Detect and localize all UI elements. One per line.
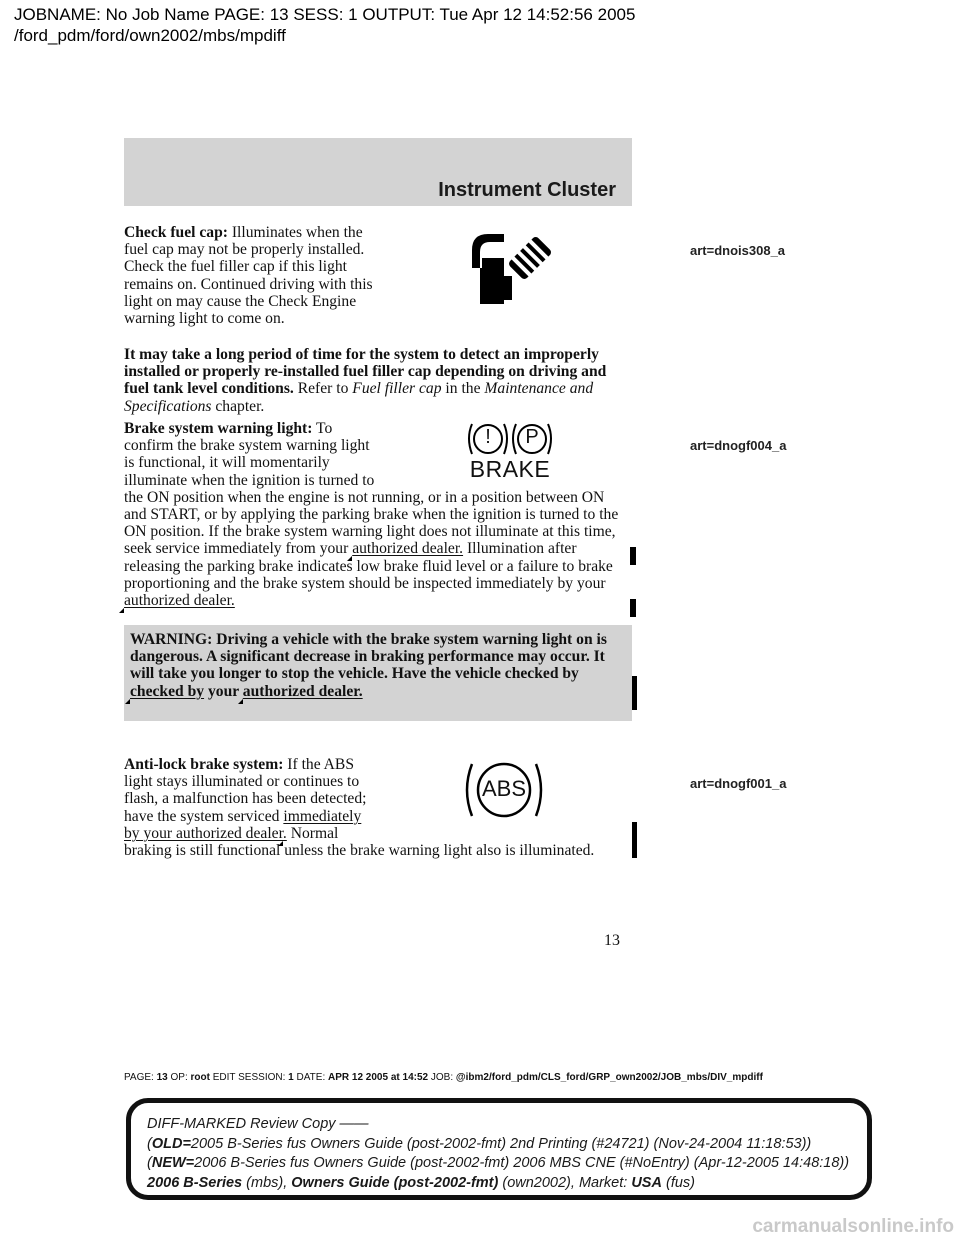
watermark: carmanualsonline.info bbox=[752, 1216, 954, 1237]
job-header-line1: JOBNAME: No Job Name PAGE: 13 SESS: 1 OUTPUT: Tue Apr 12 14:52:56 2005 bbox=[14, 5, 636, 24]
footer-date-value: APR 12 2005 at 14:52 bbox=[328, 1072, 429, 1083]
diff-market-line bbox=[147, 1174, 849, 1194]
diff-new-text: 2006 B-Series fus Owners Guide (post-2002-fmt) 2006 MBS CNE (#NoEntry) (Apr-12-2005 14:48:18)) bbox=[194, 1155, 850, 1171]
diff-review-box bbox=[126, 1098, 872, 1200]
diff-market: USA bbox=[631, 1174, 662, 1191]
brake-art-label: art=dnogf004_a bbox=[690, 438, 787, 453]
diff-old-label: OLD= bbox=[151, 1135, 191, 1152]
job-header-line2: /ford_pdm/ford/own2002/mbs/mpdiff bbox=[14, 26, 286, 45]
change-bar-2 bbox=[630, 599, 636, 617]
page-footer bbox=[124, 1072, 763, 1083]
diff-market-code: (fus) bbox=[665, 1174, 695, 1191]
footer-page-label: PAGE: bbox=[124, 1072, 154, 1083]
change-bar-1 bbox=[630, 547, 636, 565]
warning-dealer-link[interactable]: authorized dealer. bbox=[242, 682, 363, 700]
diff-model-code: (mbs), bbox=[246, 1174, 288, 1191]
in-the-text: in the bbox=[445, 380, 481, 398]
ref-fuel-filler-cap: Fuel filler cap bbox=[352, 380, 442, 398]
brake-text-1: To confirm the brake system warning light is functional, it will momentarily illuminate when the ignition is turned to the ON position when the engine is not running, or in a position between ON and START, or by applying the parking brake when the ignition is turned to the ON position. If the brake system warning light does not illuminate at this time, seek service immediately from your bbox=[124, 420, 619, 558]
brake-parking-p-icon: P bbox=[525, 426, 539, 448]
footer-session-label: EDIT SESSION: bbox=[212, 1072, 286, 1083]
diff-title: DIFF-MARKED Review Copy —— bbox=[147, 1116, 369, 1132]
brake-exclamation-icon: ! bbox=[485, 426, 491, 448]
fuel-cap-note-bold: It may take a long period of time for the system to detect an improperly installed or properly re-installed fuel filler cap depending on driving and fuel tank level conditions. bbox=[124, 346, 607, 398]
abs-text-2: Normal braking is still functional unless the brake warning light also is illuminated. bbox=[124, 824, 595, 860]
ref-maintenance-chapter: Maintenance and Specifications bbox=[124, 380, 594, 415]
brake-warning-icon bbox=[462, 420, 558, 482]
brake-heading: Brake system warning light: bbox=[124, 420, 313, 437]
fuel-cap-heading: Check fuel cap: bbox=[124, 224, 228, 241]
footer-op-label: OP: bbox=[170, 1072, 188, 1083]
footer-op-value: root bbox=[190, 1072, 210, 1083]
change-bar-3 bbox=[632, 676, 637, 710]
diff-new-line: (NEW=2006 B-Series fus Owners Guide (post-2002-fmt) 2006 MBS CNE (#NoEntry) (Apr-12-2005 14:48:18)) bbox=[147, 1155, 850, 1171]
fuel-cap-note bbox=[124, 346, 626, 415]
diff-old-text: 2005 B-Series fus Owners Guide (post-2002-fmt) 2nd Printing (#24721) (Nov-24-2004 11:18:53)) bbox=[190, 1135, 812, 1152]
section-banner bbox=[124, 138, 632, 206]
refer-text: Refer to bbox=[297, 380, 349, 398]
diff-guide-code: (own2002), bbox=[502, 1174, 575, 1191]
page-number: 13 bbox=[604, 932, 620, 949]
warning-box bbox=[124, 625, 632, 721]
abs-heading: Anti-lock brake system: bbox=[124, 756, 284, 773]
diff-review-text bbox=[147, 1115, 849, 1193]
job-header bbox=[14, 4, 635, 46]
footer-date-label: DATE: bbox=[296, 1072, 326, 1083]
diff-new-label: NEW= bbox=[151, 1155, 195, 1171]
change-bar-4 bbox=[632, 822, 637, 858]
warning-text: WARNING: Driving a vehicle with the brake system warning light on is dangerous. A significant decrease in braking performance may occur. It will take you longer to stop the vehicle. Have the vehicle checked by bbox=[130, 631, 607, 683]
footer-page-value: 13 bbox=[156, 1072, 168, 1083]
abs-warning-icon bbox=[464, 758, 544, 822]
abs-dealer-link[interactable]: immediately by your authorized dealer. bbox=[124, 807, 362, 842]
warning-text-block bbox=[130, 631, 608, 700]
warning-your: your bbox=[207, 682, 239, 700]
diff-old-line: (OLD=2005 B-Series fus Owners Guide (post-2002-fmt) 2nd Printing (#24721) (Nov-24-2004 11:18:53)) bbox=[147, 1135, 812, 1152]
fuel-cap-icon bbox=[468, 228, 560, 308]
abs-text-1: If the ABS light stays illuminated or continues to flash, a malfunction has been detected; have the system serviced bbox=[124, 756, 367, 825]
brake-text-2: Illumination after releasing the parking brake indicates low brake fluid level or a failure to brake proportioning and the brake system should be inspected immediately by your bbox=[124, 540, 613, 592]
warning-inserted-text: checked by bbox=[130, 682, 205, 700]
diff-model: 2006 B-Series bbox=[147, 1174, 243, 1191]
diff-guide: Owners Guide (post-2002-fmt) bbox=[291, 1174, 499, 1191]
abs-word-icon: ABS bbox=[481, 776, 527, 801]
brake-word-icon: BRAKE bbox=[469, 456, 551, 482]
chapter-text: chapter. bbox=[215, 397, 265, 415]
footer-job-label: JOB: bbox=[430, 1072, 454, 1083]
fuel-cap-paragraph bbox=[124, 224, 376, 327]
abs-art-label: art=dnogf001_a bbox=[690, 776, 787, 791]
brake-dealer-link-2[interactable]: authorized dealer. bbox=[124, 592, 235, 610]
section-title: Instrument Cluster bbox=[438, 179, 616, 201]
fuel-cap-art-label: art=dnois308_a bbox=[690, 243, 786, 258]
footer-job-value: @ibm2/ford_pdm/CLS_ford/GRP_own2002/JOB_mbs/DIV_mpdiff bbox=[455, 1072, 763, 1083]
footer-session-value: 1 bbox=[288, 1072, 294, 1083]
diff-market-label: Market: bbox=[578, 1174, 628, 1191]
brake-dealer-link-1[interactable]: authorized dealer. bbox=[352, 540, 464, 558]
fuel-cap-text: Illuminates when the fuel cap may not be properly installed. Check the fuel filler cap if this light remains on. Continued driving with this light on may cause the Check Engine warning light to come on. bbox=[124, 224, 373, 328]
